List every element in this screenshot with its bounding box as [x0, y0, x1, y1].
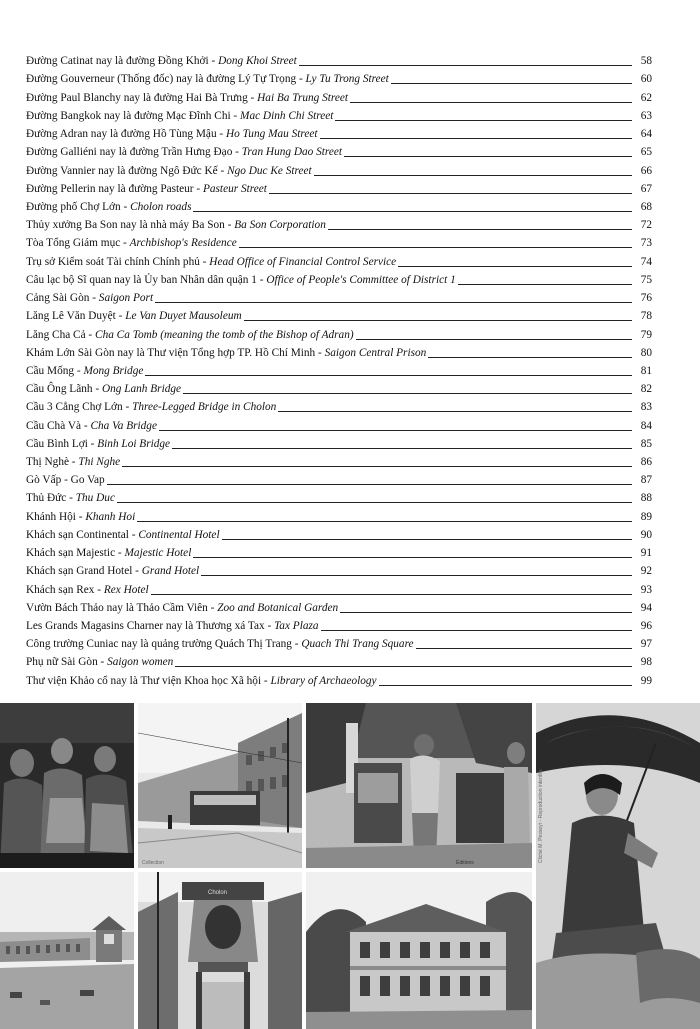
toc-entry[interactable]	[26, 414, 652, 432]
toc-page-number: 68	[640, 200, 652, 213]
toc-leader-line	[145, 375, 632, 376]
toc-entry[interactable]	[26, 597, 652, 615]
toc-title-english: Cholon roads	[130, 200, 192, 213]
toc-entry-title	[26, 565, 199, 578]
toc-entry[interactable]	[26, 560, 652, 578]
toc-page-number: 76	[640, 292, 652, 305]
toc-title-vietnamese: Khánh Hội -	[26, 510, 86, 523]
toc-page-number: 92	[640, 565, 652, 578]
toc-entry-title	[26, 456, 120, 469]
toc-leader-line	[117, 502, 632, 503]
toc-entry-title	[26, 274, 456, 287]
toc-title-vietnamese: Khách sạn Continental -	[26, 528, 139, 541]
toc-leader-line	[321, 630, 632, 631]
toc-leader-line	[278, 411, 632, 412]
toc-entry[interactable]	[26, 433, 652, 451]
toc-entry-title	[26, 638, 414, 651]
toc-entry[interactable]	[26, 469, 652, 487]
toc-title-english: Tran Hung Dao Street	[241, 146, 343, 159]
toc-page-number: 84	[640, 419, 652, 432]
toc-title-english: Pasteur Street	[202, 182, 267, 195]
toc-page-number: 93	[640, 583, 652, 596]
toc-entry[interactable]	[26, 669, 652, 687]
photo-woman-parasol	[536, 703, 700, 1029]
toc-entry-title	[26, 438, 170, 451]
toc-leader-line	[155, 302, 632, 303]
toc-entry[interactable]	[26, 578, 652, 596]
toc-entry[interactable]	[26, 269, 652, 287]
toc-title-english: Hai Ba Trung Street	[257, 91, 349, 104]
toc-title-english: Rex Hotel	[103, 583, 149, 596]
toc-title-vietnamese: Cầu Mống -	[26, 364, 84, 377]
toc-entry-title	[26, 237, 237, 250]
toc-entry-title	[26, 201, 191, 214]
toc-entry[interactable]	[26, 287, 652, 305]
toc-entry-title	[26, 128, 318, 141]
toc-leader-line	[458, 284, 632, 285]
woman-caption: Cliché M. Pesseyr - Reproduction interdite	[538, 769, 544, 863]
toc-entry[interactable]	[26, 396, 652, 414]
toc-entry[interactable]	[26, 487, 652, 505]
toc-entry-title	[26, 602, 338, 615]
toc-entry-title	[26, 256, 396, 269]
toc-leader-line	[416, 648, 632, 649]
toc-entry[interactable]	[26, 633, 652, 651]
photo-ceremony	[0, 703, 134, 868]
toc-entry-title	[26, 383, 181, 396]
toc-entry[interactable]	[26, 615, 652, 633]
toc-title-vietnamese: Vườn Bách Thảo nay là Thảo Cầm Viên -	[26, 601, 218, 614]
toc-entry-title	[26, 547, 191, 560]
toc-title-english: Ong Lanh Bridge	[101, 383, 182, 396]
toc-entry[interactable]	[26, 141, 652, 159]
toc-page-number: 58	[640, 55, 652, 68]
toc-leader-line	[314, 175, 632, 176]
toc-leader-line	[172, 448, 632, 449]
photo-street-tram	[138, 703, 302, 868]
toc-page-number: 75	[640, 273, 652, 286]
photo-collage	[0, 703, 700, 1029]
toc-page-number: 80	[640, 346, 652, 359]
toc-page-number: 67	[640, 182, 652, 195]
toc-title-vietnamese: Khách sạn Rex -	[26, 583, 104, 596]
toc-entry-title	[26, 146, 342, 159]
toc-leader-line	[335, 120, 632, 121]
toc-title-english: Library of Archaeology	[270, 674, 377, 687]
toc-leader-line	[193, 211, 632, 212]
toc-page-number: 82	[640, 383, 652, 396]
toc-leader-line	[239, 247, 632, 248]
toc-title-vietnamese: Thủy xưởng Ba Son nay là nhà máy Ba Son -	[26, 219, 235, 232]
toc-entry[interactable]	[26, 123, 652, 141]
toc-leader-line	[328, 229, 632, 230]
toc-entry-title	[26, 347, 426, 360]
toc-page-number: 83	[640, 401, 652, 414]
toc-title-english: Mac Dinh Chi Street	[240, 109, 334, 122]
toc-leader-line	[344, 156, 632, 157]
toc-title-english: Zoo and Botanical Garden	[217, 601, 339, 614]
toc-title-vietnamese: Đường Vannier nay là đường Ngô Đức Kế -	[26, 164, 228, 177]
toc-leader-line	[183, 393, 632, 394]
toc-title-vietnamese: Khám Lớn Sài Gòn nay là Thư viện Tổng hợp TP. Hồ Chí Minh -	[26, 346, 325, 359]
toc-page-number: 81	[640, 364, 652, 377]
toc-title-english: Office of People's Committee of District 1	[266, 273, 456, 286]
toc-entry[interactable]	[26, 68, 652, 86]
toc-title-english: Binh Loi Bridge	[97, 437, 171, 450]
toc-leader-line	[379, 685, 632, 686]
toc-leader-line	[428, 357, 632, 358]
toc-title-english: Mong Bridge	[83, 364, 144, 377]
toc-title-vietnamese: Câu lạc bộ Sĩ quan nay là Ủy ban Nhân dân quận 1 -	[26, 273, 267, 286]
toc-entry[interactable]	[26, 360, 652, 378]
toc-title-english: Ngo Duc Ke Street	[227, 164, 312, 177]
toc-page-number: 87	[640, 474, 652, 487]
toc-entry[interactable]	[26, 524, 652, 542]
toc-page-number: 90	[640, 528, 652, 541]
toc-entry[interactable]	[26, 305, 652, 323]
toc-leader-line	[201, 575, 632, 576]
toc-entry-title	[26, 365, 143, 378]
toc-title-vietnamese: Trụ sở Kiểm soát Tài chính Chính phủ -	[26, 255, 210, 268]
toc-title-vietnamese: Thị Nghè -	[26, 456, 79, 469]
toc-title-english: Quach Thi Trang Square	[301, 638, 414, 651]
toc-title-vietnamese: Đường Galliéni nay là đường Trần Hưng Đạo -	[26, 146, 242, 159]
toc-entry[interactable]	[26, 50, 652, 68]
toc-entry[interactable]	[26, 105, 652, 123]
toc-title-english: Head Office of Financial Control Service	[209, 255, 397, 268]
toc-title-vietnamese: Đường Paul Blanchy nay là đường Hai Bà Trưng -	[26, 91, 258, 104]
photo-street-vendors	[306, 703, 532, 868]
toc-leader-line	[222, 539, 632, 540]
toc-page-number: 86	[640, 456, 652, 469]
gate-caption: Cholon	[208, 890, 228, 896]
toc-title-english: Thu Duc	[75, 492, 115, 505]
toc-entry[interactable]	[26, 451, 652, 469]
toc-leader-line	[107, 484, 632, 485]
toc-title-english: Continental Hotel	[138, 528, 220, 541]
toc-leader-line	[356, 339, 632, 340]
toc-page-number: 97	[640, 638, 652, 651]
toc-entry-title	[26, 329, 354, 342]
toc-leader-line	[122, 466, 632, 467]
toc-title-english: Dong Khoi Street	[218, 55, 297, 68]
toc-page-number: 89	[640, 510, 652, 523]
toc-entry-title	[26, 92, 348, 105]
toc-page-number: 60	[640, 73, 652, 86]
toc-entry[interactable]	[26, 86, 652, 104]
toc-leader-line	[175, 666, 632, 667]
toc-title-vietnamese: Phụ nữ Sài Gòn -	[26, 656, 108, 669]
toc-title-vietnamese: Công trường Cuniac nay là quảng trường Quách Thị Trang -	[26, 638, 302, 651]
toc-title-english: Three-Legged Bridge in Cholon	[132, 401, 277, 414]
toc-entry[interactable]	[26, 196, 652, 214]
toc-entry-title	[26, 656, 173, 669]
toc-page-number: 66	[640, 164, 652, 177]
toc-title-vietnamese: Cầu Chà Và -	[26, 419, 91, 432]
toc-entry-title	[26, 55, 297, 68]
toc-entry-title	[26, 420, 157, 433]
toc-title-english: Cha Va Bridge	[90, 419, 157, 432]
toc-title-vietnamese: Đường Catinat nay là đường Đồng Khởi -	[26, 55, 219, 68]
toc-entry-title	[26, 620, 319, 633]
toc-page-number: 78	[640, 310, 652, 323]
toc-title-english: Ho Tung Mau Street	[226, 128, 318, 141]
toc-leader-line	[159, 430, 632, 431]
toc-title-english: Khanh Hoi	[85, 510, 136, 523]
toc-entry[interactable]	[26, 505, 652, 523]
market-caption: Éditions	[456, 860, 474, 866]
toc-entry[interactable]	[26, 232, 652, 250]
toc-leader-line	[340, 612, 632, 613]
toc-page-number: 91	[640, 547, 652, 560]
toc-page-number: 73	[640, 237, 652, 250]
toc-leader-line	[398, 266, 632, 267]
toc-title-english: Archbishop's Residence	[129, 237, 237, 250]
toc-entry-title	[26, 474, 105, 487]
toc-page-number: 88	[640, 492, 652, 505]
toc-title-vietnamese: Cầu Bình Lợi -	[26, 437, 98, 450]
table-of-contents	[26, 50, 652, 688]
toc-page-number: 65	[640, 146, 652, 159]
toc-leader-line	[350, 102, 632, 103]
toc-title-vietnamese: Cầu 3 Cẳng Chợ Lớn -	[26, 401, 133, 414]
toc-title-vietnamese: Đường phố Chợ Lớn -	[26, 200, 131, 213]
toc-page-number: 79	[640, 328, 652, 341]
toc-title-vietnamese: Lăng Lê Văn Duyệt -	[26, 310, 126, 323]
toc-entry-title	[26, 401, 276, 414]
photo-ornamental-gate	[138, 872, 302, 1029]
photo-colonial-villa	[306, 872, 532, 1029]
toc-title-vietnamese: Đường Bangkok nay là đường Mạc Đĩnh Chi -	[26, 109, 241, 122]
toc-leader-line	[137, 521, 632, 522]
toc-entry-title	[26, 292, 153, 305]
toc-entry-title	[26, 584, 149, 597]
toc-title-english: Saigon women	[107, 656, 174, 669]
toc-entry[interactable]	[26, 378, 652, 396]
toc-title-english: Thi Nghe	[78, 456, 121, 469]
toc-entry[interactable]	[26, 178, 652, 196]
toc-entry-title	[26, 73, 389, 86]
toc-entry[interactable]	[26, 342, 652, 360]
toc-title-vietnamese: Thủ Đức -	[26, 492, 76, 505]
toc-title-vietnamese: Tòa Tổng Giám mục -	[26, 237, 130, 250]
toc-title-vietnamese: Đường Gouverneur (Thống đốc) nay là đường Lý Tự Trọng -	[26, 73, 306, 86]
toc-page-number: 94	[640, 601, 652, 614]
toc-entry-title	[26, 511, 135, 524]
toc-leader-line	[151, 594, 632, 595]
toc-page-number: 62	[640, 91, 652, 104]
toc-title-vietnamese: Khách sạn Grand Hotel -	[26, 565, 142, 578]
toc-title-english: Tax Plaza	[274, 620, 319, 632]
toc-entry-title	[26, 183, 267, 196]
toc-entry[interactable]	[26, 214, 652, 232]
toc-page-number: 99	[640, 674, 652, 687]
toc-leader-line	[193, 557, 632, 558]
toc-title-english: Saigon Port	[98, 292, 154, 305]
toc-leader-line	[391, 83, 632, 84]
toc-title-vietnamese: Khách sạn Majestic -	[26, 547, 125, 560]
toc-title-english: Majestic Hotel	[124, 547, 192, 560]
street-caption: Collection	[142, 860, 164, 866]
toc-entry-title	[26, 492, 115, 505]
toc-title-english: Ly Tu Trong Street	[305, 73, 389, 86]
toc-entry-title	[26, 110, 333, 123]
toc-entry-title	[26, 165, 312, 178]
toc-title-vietnamese: Thư viện Khảo cổ nay là Thư viện Khoa học Xã hội -	[26, 674, 271, 687]
toc-entry[interactable]	[26, 651, 652, 669]
toc-entry-title	[26, 529, 220, 542]
toc-page-number: 85	[640, 437, 652, 450]
toc-page-number: 96	[640, 620, 652, 632]
toc-leader-line	[299, 65, 632, 66]
toc-page-number: 98	[640, 656, 652, 669]
toc-entry-title	[26, 219, 326, 232]
toc-title-vietnamese: Les Grands Magasins Charner nay là Thương xá Tax -	[26, 620, 275, 632]
toc-page-number: 63	[640, 109, 652, 122]
toc-entry[interactable]	[26, 542, 652, 560]
toc-leader-line	[269, 193, 632, 194]
toc-title-vietnamese: Gò Vấp - Go Vap	[26, 474, 105, 487]
toc-entry-title	[26, 310, 242, 323]
toc-title-vietnamese: Đường Pellerin nay là đường Pasteur -	[26, 182, 203, 195]
toc-page-number: 72	[640, 219, 652, 232]
toc-title-vietnamese: Đường Adran nay là đường Hồ Tùng Mậu -	[26, 128, 227, 141]
toc-title-vietnamese: Cảng Sài Gòn -	[26, 292, 99, 305]
toc-entry[interactable]	[26, 323, 652, 341]
toc-page-number: 74	[640, 255, 652, 268]
toc-title-english: Grand Hotel	[141, 565, 200, 578]
toc-entry-title	[26, 675, 377, 688]
toc-title-english: Ba Son Corporation	[234, 219, 326, 232]
toc-title-english: Le Van Duyet Mausoleum	[125, 310, 242, 323]
toc-title-english: Saigon Central Prison	[324, 346, 427, 359]
toc-entry[interactable]	[26, 159, 652, 177]
toc-leader-line	[320, 138, 632, 139]
toc-title-english: Cha Ca Tomb (meaning the tomb of the Bishop of Adran)	[95, 328, 354, 341]
toc-leader-line	[244, 320, 632, 321]
toc-page-number: 64	[640, 128, 652, 141]
toc-entry[interactable]	[26, 250, 652, 268]
toc-title-vietnamese: Cầu Ông Lãnh -	[26, 383, 102, 396]
toc-title-vietnamese: Lăng Cha Cả -	[26, 328, 96, 341]
photo-market-plaza	[0, 872, 134, 1029]
